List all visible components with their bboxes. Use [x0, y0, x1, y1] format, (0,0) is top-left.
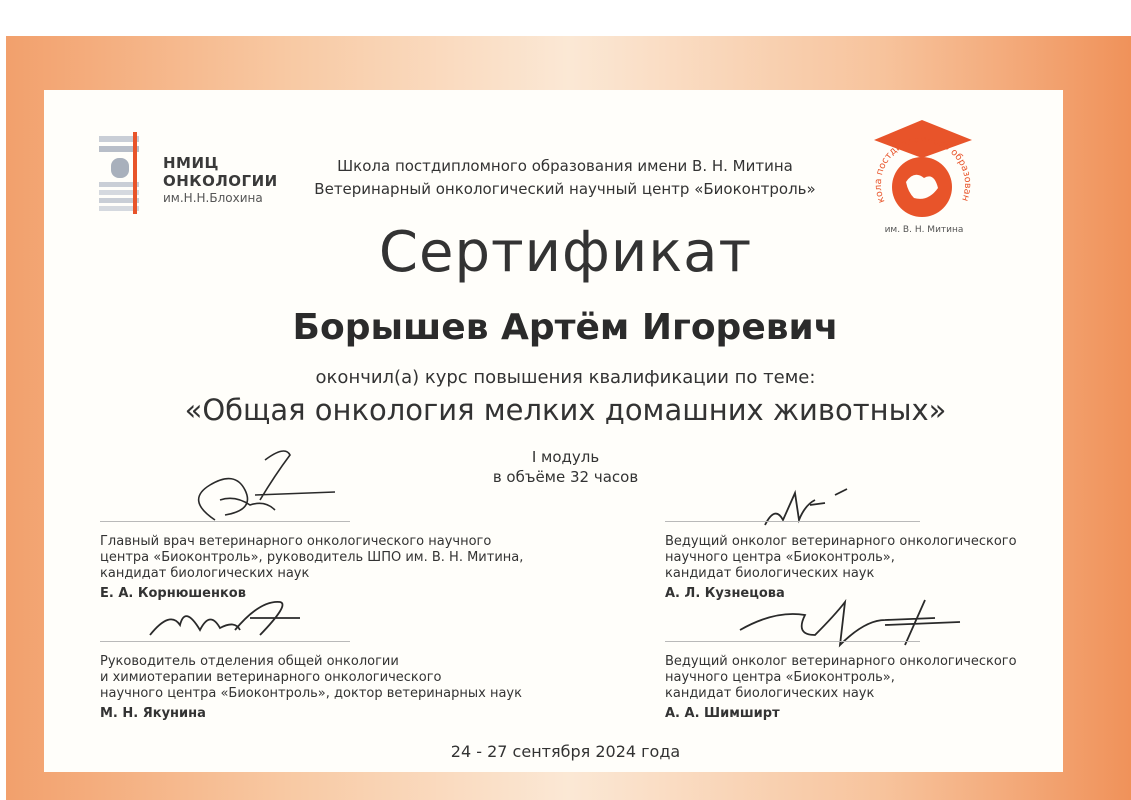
header	[300, 155, 830, 201]
signatory-2-position-3: кандидат биологических наук	[665, 566, 875, 581]
signatory-3-position-2: и химиотерапии ветеринарного онкологического	[100, 670, 442, 685]
nmic-oncology-logo	[85, 128, 285, 218]
signature-line-1	[100, 521, 350, 522]
signatory-4-position-3: кандидат биологических наук	[665, 686, 875, 701]
volume-label: в объёме 32 часов	[492, 468, 639, 486]
signatory-1-position-2: центра «Биоконтроль», руководитель ШПО им. В. Н. Митина,	[100, 550, 524, 565]
signature-kornyushenkov	[175, 440, 345, 530]
course-dates: 24 - 27 сентября 2024 года	[450, 742, 681, 761]
certificate-title: Сертификат	[378, 220, 753, 285]
logo-line-2: ОНКОЛОГИИ	[163, 172, 278, 190]
signatory-2-name: А. Л. Кузнецова	[665, 586, 785, 601]
signatory-1	[100, 534, 540, 602]
seal-arc-text: кола постдипломного образован	[872, 134, 974, 205]
signatory-2-position-2: научного центра «Биоконтроль»,	[665, 550, 895, 565]
nmic-logo-icon	[85, 128, 155, 218]
signatory-3-position-1: Руководитель отделения общей онкологии	[100, 654, 399, 669]
signature-line-3	[100, 641, 350, 642]
graduation-cap-seal-icon	[862, 112, 982, 237]
signatory-1-name: Е. А. Корнюшенков	[100, 586, 246, 601]
logo-line-3: им.Н.Н.Блохина	[163, 191, 263, 205]
logo-line-1: НМИЦ	[163, 154, 219, 172]
signatory-4	[665, 654, 1045, 722]
signatory-4-name: А. А. Шимширт	[665, 706, 780, 721]
signatory-1-position-3: кандидат биологических наук	[100, 566, 310, 581]
signature-line-4	[665, 641, 920, 642]
signatory-4-position-1: Ведущий онколог ветеринарного онкологического	[665, 654, 1017, 669]
signatory-3	[100, 654, 560, 722]
signatory-3-name: М. Н. Якунина	[100, 706, 206, 721]
header-line-1: Школа постдипломного образования имени В. Н. Митина	[337, 157, 793, 175]
school-seal-logo	[862, 112, 982, 237]
seal-bottom-text: им. В. Н. Митина	[884, 225, 964, 235]
signatory-4-position-2: научного центра «Биоконтроль»,	[665, 670, 895, 685]
recipient-name: Борышев Артём Игоревич	[292, 307, 839, 348]
course-module	[0, 447, 1131, 487]
signatory-2-position-1: Ведущий онколог ветеринарного онкологического	[665, 534, 1017, 549]
course-title: «Общая онкология мелких домашних животных»	[184, 393, 947, 427]
signature-line-2	[665, 521, 920, 522]
course-intro: окончил(а) курс повышения квалификации по теме:	[315, 367, 816, 388]
signatory-2	[665, 534, 1045, 602]
header-line-2: Ветеринарный онкологический научный центр «Биоконтроль»	[314, 180, 816, 198]
module-label: I модуль	[531, 448, 600, 466]
signatory-3-position-3: научного центра «Биоконтроль», доктор ветеринарных наук	[100, 686, 522, 701]
signatory-1-position-1: Главный врач ветеринарного онкологического научного	[100, 534, 492, 549]
